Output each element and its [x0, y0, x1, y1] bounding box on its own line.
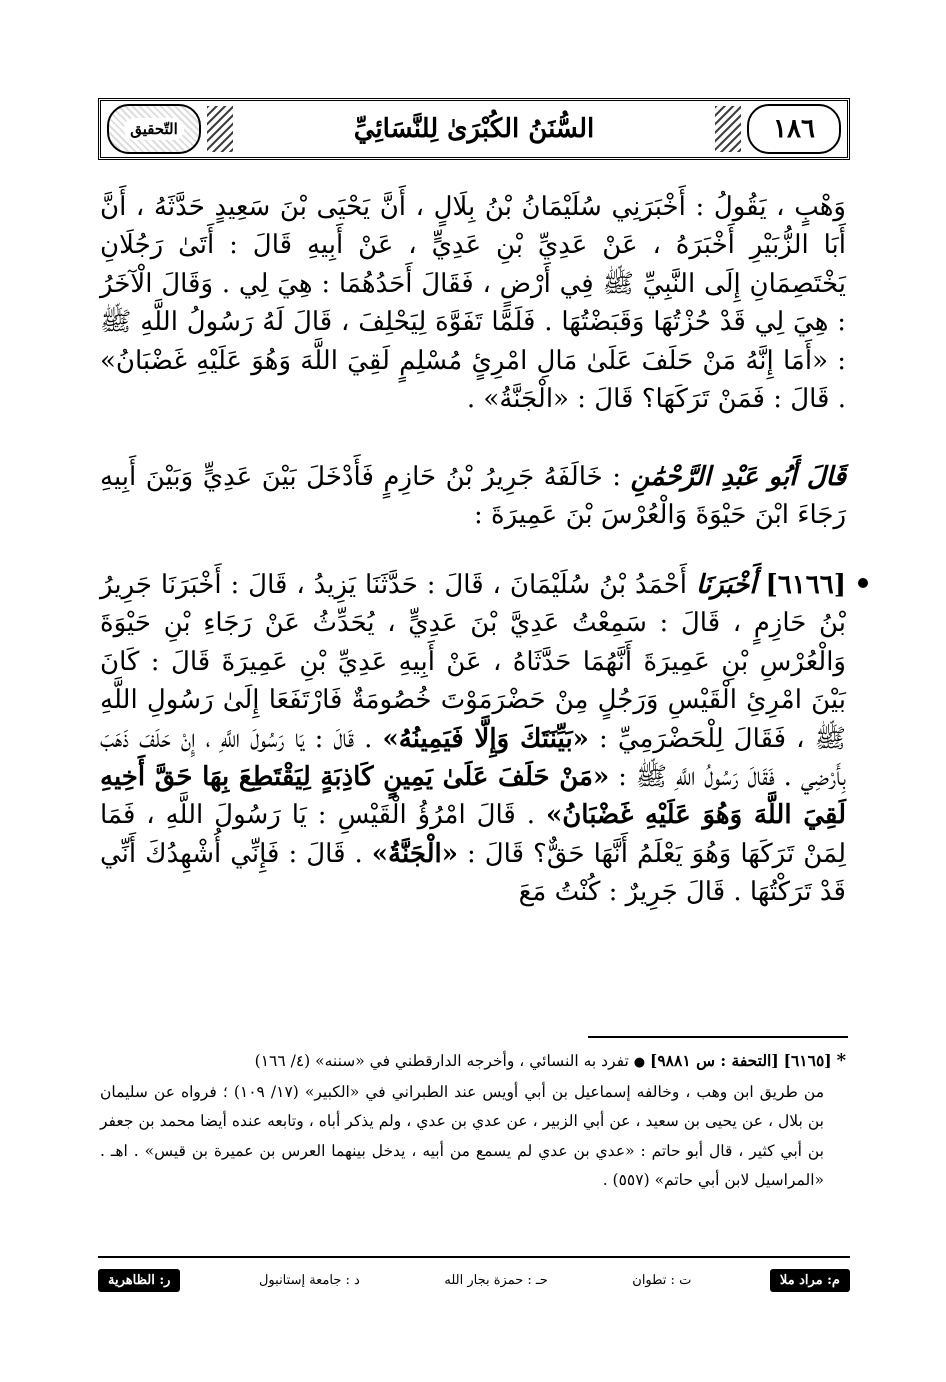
- author-note-text: : خَالَفَهُ جَرِيرُ بْنُ حَازِمٍ فَأَدْخَلَ بَيْنَ عَدِيٍّ وَبَيْنَ أَبِيهِ رَجَاءَ ابْنَ حَيْوَةَ وَالْعُرْسَ بْنَ عَمِيرَةَ :: [100, 462, 846, 531]
- source-d: د : جامعة إستانبول: [258, 1272, 360, 1288]
- bullet-marker: [858, 578, 868, 588]
- manuscript-sources: [98, 1266, 850, 1294]
- prophet-saying-3: «الْجَنَّةُ»: [371, 838, 458, 869]
- footnote-bullet: ●: [633, 1055, 646, 1070]
- footnote-star: *: [836, 1050, 846, 1071]
- header-braid-left: [207, 106, 233, 152]
- hadith-number: [٦١٦٦]: [765, 570, 847, 600]
- isnad-text: أَحْمَدُ بْنُ سُلَيْمَانَ ، قَالَ : حَدَّثَنَا يَزِيدُ ، قَالَ : أَخْبَرَنَا جَرِيرُ بْنُ حَازِمٍ ، قَالَ : سَمِعْتُ عَدِيَّ بْنَ عَدِيٍّ ، يُحَدِّثُ عَنْ رَجَاءِ بْنِ حَيْوَةَ وَالْعُرْسِ بْنِ عَمِيرَةَ أَنَّهُمَا حَدَّثَاهُ ، عَنْ أَبِيهِ عَدِيِّ بْنِ عَمِيرَةَ قَالَ : كَانَ بَيْنَ امْرِئِ الْقَيْسِ وَرَجُلٍ مِنْ حَضْرَمَوْتَ خُصُومَةٌ فَارْتَفَعَا إِلَىٰ رَسُولِ اللَّهِ ﷺ ، فَقَالَ لِلْحَضْرَمِيِّ :: [100, 570, 846, 754]
- series-logo-text: التّحقيق: [124, 118, 184, 140]
- prophet-saying-2: «مَنْ حَلَفَ عَلَىٰ يَمِينٍ كَاذِبَةٍ لِيَقْتَطِعَ بِهَا حَقَّ أَخِيهِ لَقِيَ اللَّهَ وَهُوَ عَلَيْهِ غَضْبَانُ»: [100, 762, 846, 831]
- footnote-number: [٦١٦٥]: [783, 1051, 832, 1070]
- narration-text-4: . قَالَ : فَإِنِّي أُشْهِدُكَ أَنِّي قَدْ تَرَكْتُهَا . قَالَ جَرِيرٌ : كُنْتُ مَعَ: [100, 838, 846, 908]
- source-h: حـ : حمزة بجار الله: [444, 1272, 548, 1288]
- main-text: [100, 188, 846, 912]
- footnote-tuhfa: [التحفة : س ٩٨٨١]: [650, 1051, 779, 1070]
- narration-text-3: . قَالَ امْرُؤُ الْقَيْسِ : يَا رَسُولَ اللَّهِ ، فَمَا لِمَنْ تَرَكَهَا وَهُوَ يَعْلَمُ أَنَّهَا حَقٌّ؟ قَالَ :: [100, 800, 846, 869]
- narration-text-2: . قَالَ : يَا رَسُولَ اللَّهِ ، إِنْ حَلَفَ ذَهَبَ بِأَرْضِي . فَقَالَ رَسُولُ اللَّهِ ﷺ :: [100, 723, 846, 793]
- footnote-body: من طريق ابن وهب ، وخالفه إسماعيل بن أبي أويس عند الطبراني في «الكبير» (١٧/ ١٠٩) ؛ فرواه عن سليمان بن بلال ، عن يحيى بن سعيد ، عن أبي الزبير ، عن عدي بن عدي ، ولم يذكر أباه ، وتابعه عنده أيضا محمد بن جعفر بن أبي كثير ، قال أبو حاتم : «عدي بن عدي لم يسمع من أبيه ، يدخل بينهما العرس بن عميرة بن قيس» . اهـ . «المراسيل لابن أبي حاتم» (٥٥٧) .: [100, 1082, 825, 1189]
- author-note-label: قَالَ أَبُو عَبْدِ الرَّحْمَٰنِ: [630, 462, 847, 492]
- series-logo: [107, 104, 201, 154]
- bottom-separator: [98, 1256, 850, 1258]
- page-header: [98, 98, 850, 160]
- prophet-saying-1: «بَيِّنَتَكَ وَإِلَّا فَيَمِينُهُ»: [382, 723, 589, 754]
- akhbarana-label: أَخْبَرَنَا: [695, 570, 757, 600]
- paragraph-1: وَهْبٍ ، يَقُولُ : أَخْبَرَنِي سُلَيْمَانُ بْنُ بِلَالٍ ، أَنَّ يَحْيَى بْنَ سَعِيدٍ حَدَّثَهُ ، أَنَّ أَبَا الزُّبَيْرِ أَخْبَرَهُ ، عَنْ عَدِيِّ بْنِ عَدِيٍّ ، عَنْ أَبِيهِ قَالَ : أَتَىٰ رَجُلَانِ يَخْتَصِمَانِ إِلَى النَّبِيِّ ﷺ فِي أَرْضٍ ، فَقَالَ أَحَدُهُمَا : هِيَ لِي . وَقَالَ الْآخَرُ : هِيَ لِي قَدْ حُزْتُهَا وَقَبَضْتُهَا . فَلَمَّا تَفَوَّهَ لِيَحْلِفَ ، قَالَ لَهُ رَسُولُ اللَّهِ ﷺ : «أَمَا إِنَّهُ مَنْ حَلَفَ عَلَىٰ مَالِ امْرِئٍ مُسْلِمٍ لَقِيَ اللَّهَ وَهُوَ عَلَيْهِ غَضْبَانُ» . قَالَ : فَمَنْ تَرَكَهَا؟ قَالَ : «الْجَنَّةُ» .: [100, 192, 846, 415]
- source-t: ت : تطوان: [632, 1272, 692, 1288]
- source-r: ر: الظاهرية: [98, 1269, 180, 1292]
- paragraph-2: [100, 458, 846, 566]
- footnote-separator: [588, 1036, 848, 1038]
- header-braid-right: [715, 106, 741, 152]
- footnote-first-line: تفرد به النسائي ، وأخرجه الدارقطني في «سننه» (٤/ ١٦٦): [254, 1052, 629, 1070]
- book-title: السُّنَنُ الكُبْرَىٰ لِلنَّسَائِيِّ: [353, 114, 595, 144]
- footnote: [100, 1046, 846, 1196]
- hadith-6166: [100, 566, 846, 912]
- page-number: ١٨٦: [747, 104, 841, 154]
- source-m: م: مراد ملا: [770, 1269, 850, 1292]
